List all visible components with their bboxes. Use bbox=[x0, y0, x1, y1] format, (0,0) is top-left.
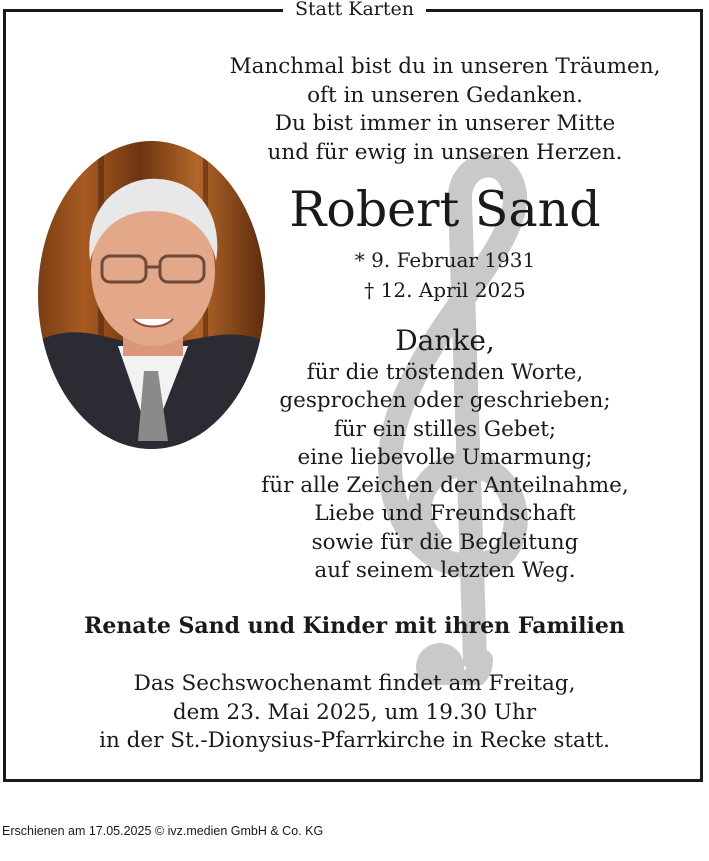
thanks-line: für alle Zeichen der Anteilnahme, bbox=[261, 473, 629, 499]
birth-date: * 9. Februar 1931 bbox=[354, 248, 536, 272]
service-line: in der St.-Dionysius-Pfarrkirche in Recke statt. bbox=[99, 728, 610, 753]
life-dates bbox=[180, 245, 709, 305]
service-announcement bbox=[0, 670, 709, 756]
thanks-line: für die tröstenden Worte, bbox=[306, 360, 584, 385]
thanks-title: Danke, bbox=[395, 324, 495, 357]
notice-header bbox=[0, 0, 709, 20]
service-line: Das Sechswochenamt findet am Freitag, bbox=[133, 671, 576, 696]
verse-line: oft in unseren Gedanken. bbox=[307, 82, 583, 108]
death-date: † 12. April 2025 bbox=[364, 278, 526, 302]
verse-line: Manchmal bist du in unseren Träumen, bbox=[229, 54, 661, 79]
publication-footer: Erschienen am 17.05.2025 © ivz.medien GmbH & Co. KG bbox=[2, 824, 324, 838]
thanks-line: eine liebevolle Umarmung; bbox=[297, 444, 593, 470]
family-signature: Renate Sand und Kinder mit ihren Familien bbox=[84, 613, 625, 639]
thanks-line: sowie für die Begleitung bbox=[311, 529, 579, 555]
thanks-line: gesprochen oder geschrieben; bbox=[279, 388, 611, 414]
thanks-line: Liebe und Freundschaft bbox=[314, 501, 576, 527]
service-line: dem 23. Mai 2025, um 19.30 Uhr bbox=[172, 699, 537, 725]
verse-line: und für ewig in unseren Herzen. bbox=[267, 139, 623, 165]
deceased-name: Robert Sand bbox=[289, 181, 601, 238]
verse-line: Du bist immer in unserer Mitte bbox=[274, 111, 616, 136]
thanks-line: auf seinem letzten Weg. bbox=[314, 558, 576, 584]
verse bbox=[180, 53, 709, 167]
header-label: Statt Karten bbox=[283, 0, 426, 20]
thanks-line: für ein stilles Gebet; bbox=[333, 416, 557, 442]
thanks-text bbox=[180, 359, 709, 585]
